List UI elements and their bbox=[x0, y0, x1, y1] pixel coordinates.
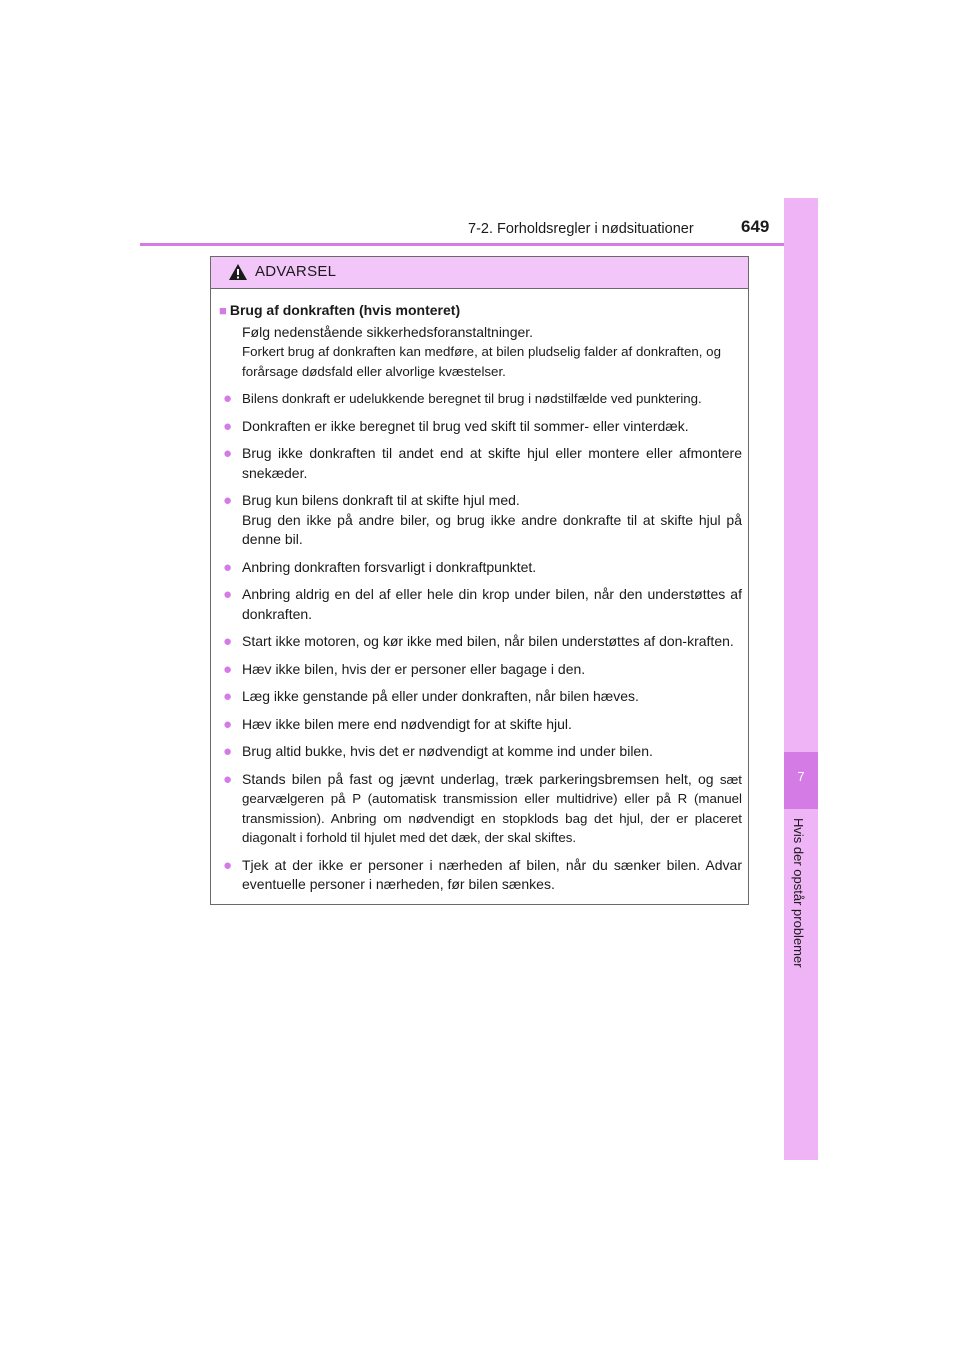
warning-list bbox=[219, 389, 742, 895]
warning-triangle-icon bbox=[228, 263, 248, 281]
bullet-icon: ● bbox=[223, 417, 233, 435]
header-rule bbox=[140, 243, 818, 246]
list-item-text: Start ikke motoren, og kør ikke med bilen, når bilen understøttes af don-kraften. bbox=[242, 633, 734, 649]
list-item bbox=[219, 491, 742, 550]
bullet-icon: ● bbox=[223, 715, 233, 733]
warning-body bbox=[211, 289, 748, 895]
list-item bbox=[219, 417, 742, 437]
list-item-text: Brug kun bilens donkraft til at skifte hjul med. bbox=[242, 492, 520, 508]
list-item-text: Anbring donkraften forsvarligt i donkraftpunktet. bbox=[242, 558, 537, 575]
intro-line-2: Forkert brug af donkraften kan medføre, at bilen pludselig falder af donkraften, og forårsage dødsfald eller alvorlige kvæstelser. bbox=[242, 344, 721, 379]
bullet-icon: ● bbox=[223, 660, 233, 678]
list-item-text: Donkraften er ikke beregnet til brug ved skift til sommer- eller vinterdæk. bbox=[242, 417, 689, 434]
warning-subheading bbox=[219, 301, 742, 321]
list-item bbox=[219, 389, 742, 409]
page-number: 649 bbox=[741, 217, 770, 236]
bullet-icon: ● bbox=[223, 743, 233, 760]
list-item-text: Læg ikke genstande på eller under donkraften, når bilen hæves. bbox=[242, 688, 639, 704]
list-item-text: Anbring aldrig en del af eller hele din krop under bilen, når den understøttes af donkraften. bbox=[242, 586, 742, 622]
list-item-text-continued: Brug den ikke på andre biler, og brug ikke andre donkrafte til at skifte hjul på denne bil. bbox=[242, 511, 742, 547]
list-item bbox=[219, 585, 742, 624]
warning-box bbox=[210, 256, 749, 905]
list-item-text: Brug altid bukke, hvis det er nødvendigt at komme ind under bilen. bbox=[242, 743, 653, 759]
bullet-icon: ● bbox=[223, 633, 233, 650]
list-item bbox=[219, 856, 742, 895]
list-item bbox=[219, 444, 742, 483]
list-item bbox=[219, 687, 742, 707]
chapter-title: Hvis der opstår problemer bbox=[791, 818, 806, 968]
list-item bbox=[219, 558, 742, 578]
bullet-icon: ● bbox=[223, 492, 233, 509]
subheading-text: Brug af donkraften (hvis monteret) bbox=[229, 302, 461, 318]
bullet-icon: ● bbox=[223, 390, 233, 407]
warning-header bbox=[211, 257, 748, 289]
list-item-text: Brug ikke donkraften til andet end at skifte hjul eller montere eller afmontere snekæder. bbox=[242, 445, 742, 481]
list-item-text: Stands bilen på fast og jævnt underlag, træk parkeringsbremsen helt, og bbox=[242, 770, 714, 787]
section-title: 7-2. Forholdsregler i nødsituationer bbox=[468, 221, 694, 237]
list-item-text-continued: sæt gearvælgeren på P (automatisk transmission eller multidrive) eller på R (manuel transmission). Anbring om nødvendigt en stopklods bag det hjul, der er placeret diagonalt i forhold til hjulet med det dæk, der skal skiftes. bbox=[242, 771, 742, 845]
bullet-icon: ● bbox=[223, 445, 233, 462]
square-bullet-icon: ■ bbox=[219, 303, 227, 318]
list-item bbox=[219, 770, 742, 848]
bullet-icon: ● bbox=[223, 586, 233, 603]
warning-title: ADVARSEL bbox=[255, 263, 337, 280]
bullet-icon: ● bbox=[223, 770, 233, 788]
intro-line-1: Følg nedenstående sikkerhedsforanstaltninger. bbox=[242, 323, 534, 340]
list-item bbox=[219, 632, 742, 652]
list-item-text: Hæv ikke bilen, hvis der er personer eller bagage i den. bbox=[242, 660, 586, 677]
bullet-icon: ● bbox=[223, 688, 233, 705]
list-item-text: Hæv ikke bilen mere end nødvendigt for at skifte hjul. bbox=[242, 715, 572, 732]
list-item bbox=[219, 715, 742, 735]
bullet-icon: ● bbox=[223, 856, 233, 874]
list-item-text: Tjek at der ikke er personer i nærheden af bilen, når du sænker bilen. Advar eventuelle personer i nærheden, før bilen sænkes. bbox=[242, 856, 742, 892]
chapter-number: 7 bbox=[797, 769, 805, 784]
list-item bbox=[219, 742, 742, 762]
bullet-icon: ● bbox=[223, 558, 233, 576]
list-item bbox=[219, 660, 742, 680]
warning-intro bbox=[242, 323, 742, 382]
list-item-text: Bilens donkraft er udelukkende beregnet til brug i nødstilfælde ved punktering. bbox=[242, 391, 702, 406]
side-strip bbox=[784, 198, 818, 1160]
